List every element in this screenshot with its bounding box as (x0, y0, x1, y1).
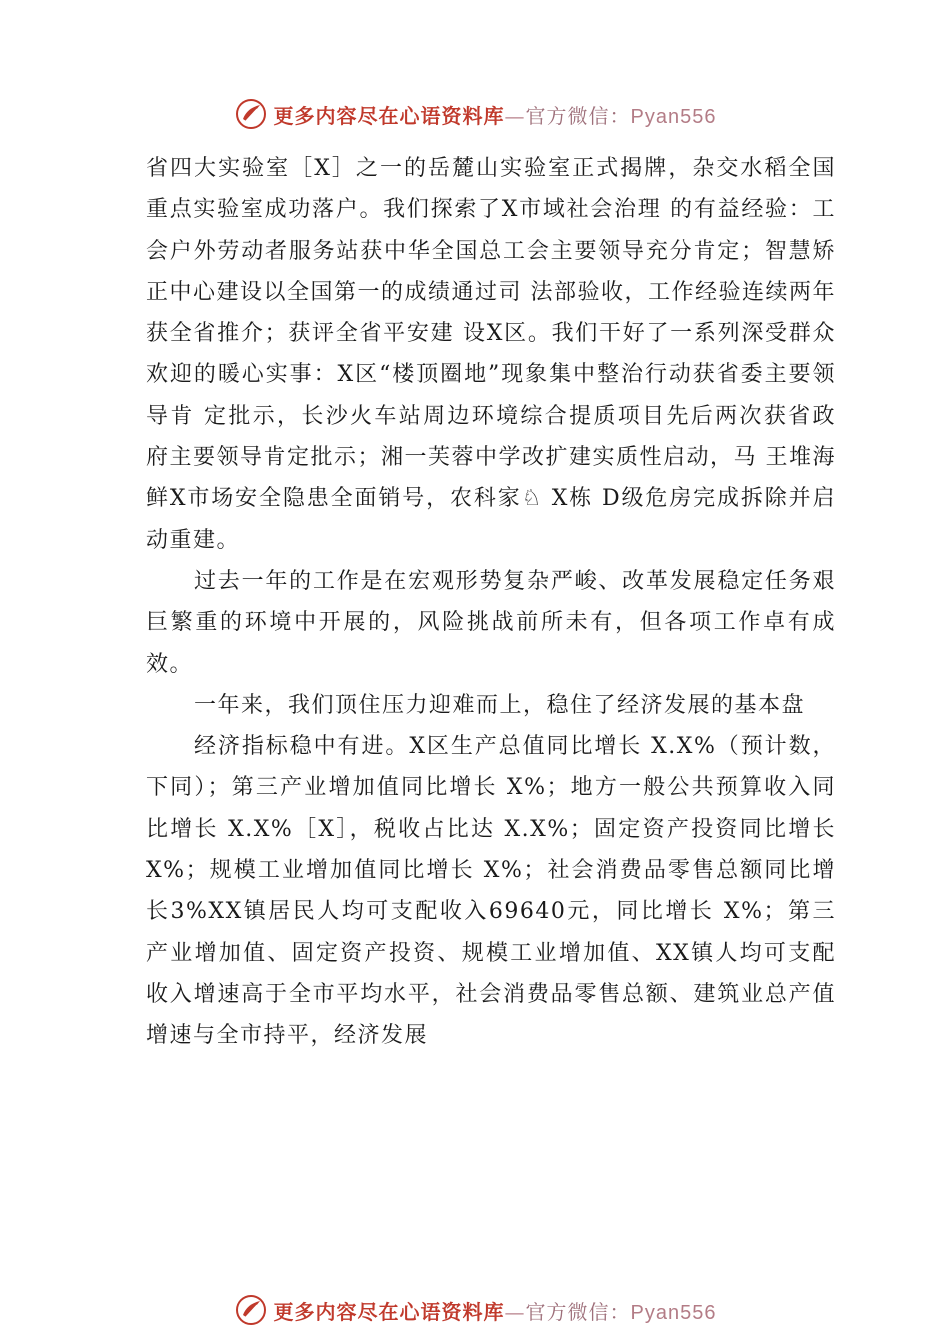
footer-separator: — (504, 1299, 526, 1324)
header-wechat-account: Pyan556 (630, 105, 717, 128)
header-site-text: 更多内容尽在心语资料库 (273, 103, 505, 128)
paragraph-3: 一年来，我们顶住压力迎难而上，稳住了经济发展的基本盘 (194, 692, 806, 718)
header-separator: — (504, 103, 526, 128)
footer-banner-text (274, 1296, 717, 1325)
paragraph-1: 省四大实验室［X］之一的岳麓山实验室正式揭牌，杂交水稻全国重点实验室成功落户。我们探索了X市域社会治理 的有益经验：工会户外劳动者服务站获中华全国总工会主要领导充分肯定；智慧矫正中心建设以全国第一的成绩通过司 法部验收，工作经验连续两年获全省推介；获评全省平安建 设X区。我们干好了一系列深受群众欢迎的暖心实事：X区“楼顶圈地”现象集中整治行动获省委主要领导肯 定批示，长沙火车站周边环境综合提质项目先后两次获省政 府主要领导肯定批示；湘一芙蓉中学改扩建实质性启动，马 王堆海鲜X市场安全隐患全面销号，农科家♘ X栋 D级危房完成拆除并启动重建。 (146, 156, 836, 553)
document-body (146, 148, 836, 1057)
header-wechat-label: 官方微信： (525, 103, 631, 128)
header-banner-text (274, 100, 717, 129)
brand-logo-icon (234, 97, 268, 131)
header-banner (0, 94, 950, 134)
footer-site-text: 更多内容尽在心语资料库 (273, 1299, 505, 1324)
footer-banner (0, 1290, 950, 1330)
footer-wechat-account: Pyan556 (630, 1301, 717, 1324)
brand-logo-icon (234, 1293, 268, 1327)
paragraph-2: 过去一年的工作是在宏观形势复杂严峻、改革发展稳定任务艰巨繁重的环境中开展的，风险挑战前所未有，但各项工作卓有成效。 (146, 568, 836, 677)
footer-wechat-label: 官方微信： (525, 1299, 631, 1324)
paragraph-4: 经济指标稳中有进。X区生产总值同比增长 X.X%（预计数，下同）；第三产业增加值同比增长 X%；地方一般公共预算收入同比增长 X.X%［X］，税收占比达 X.X%；固定资产投资同比增长 X%；规模工业增加值同比增长 X%；社会消费品零售总额同比增长3%XX镇居民人均可支配收入69640元，同比增长 X%；第三产业增加值、固定资产投资、规模工业增加值、XX镇人均可支配收入增速高于全市平均水平，社会消费品零售总额、建筑业总产值增速与全市持平，经济发展 (146, 734, 836, 1049)
